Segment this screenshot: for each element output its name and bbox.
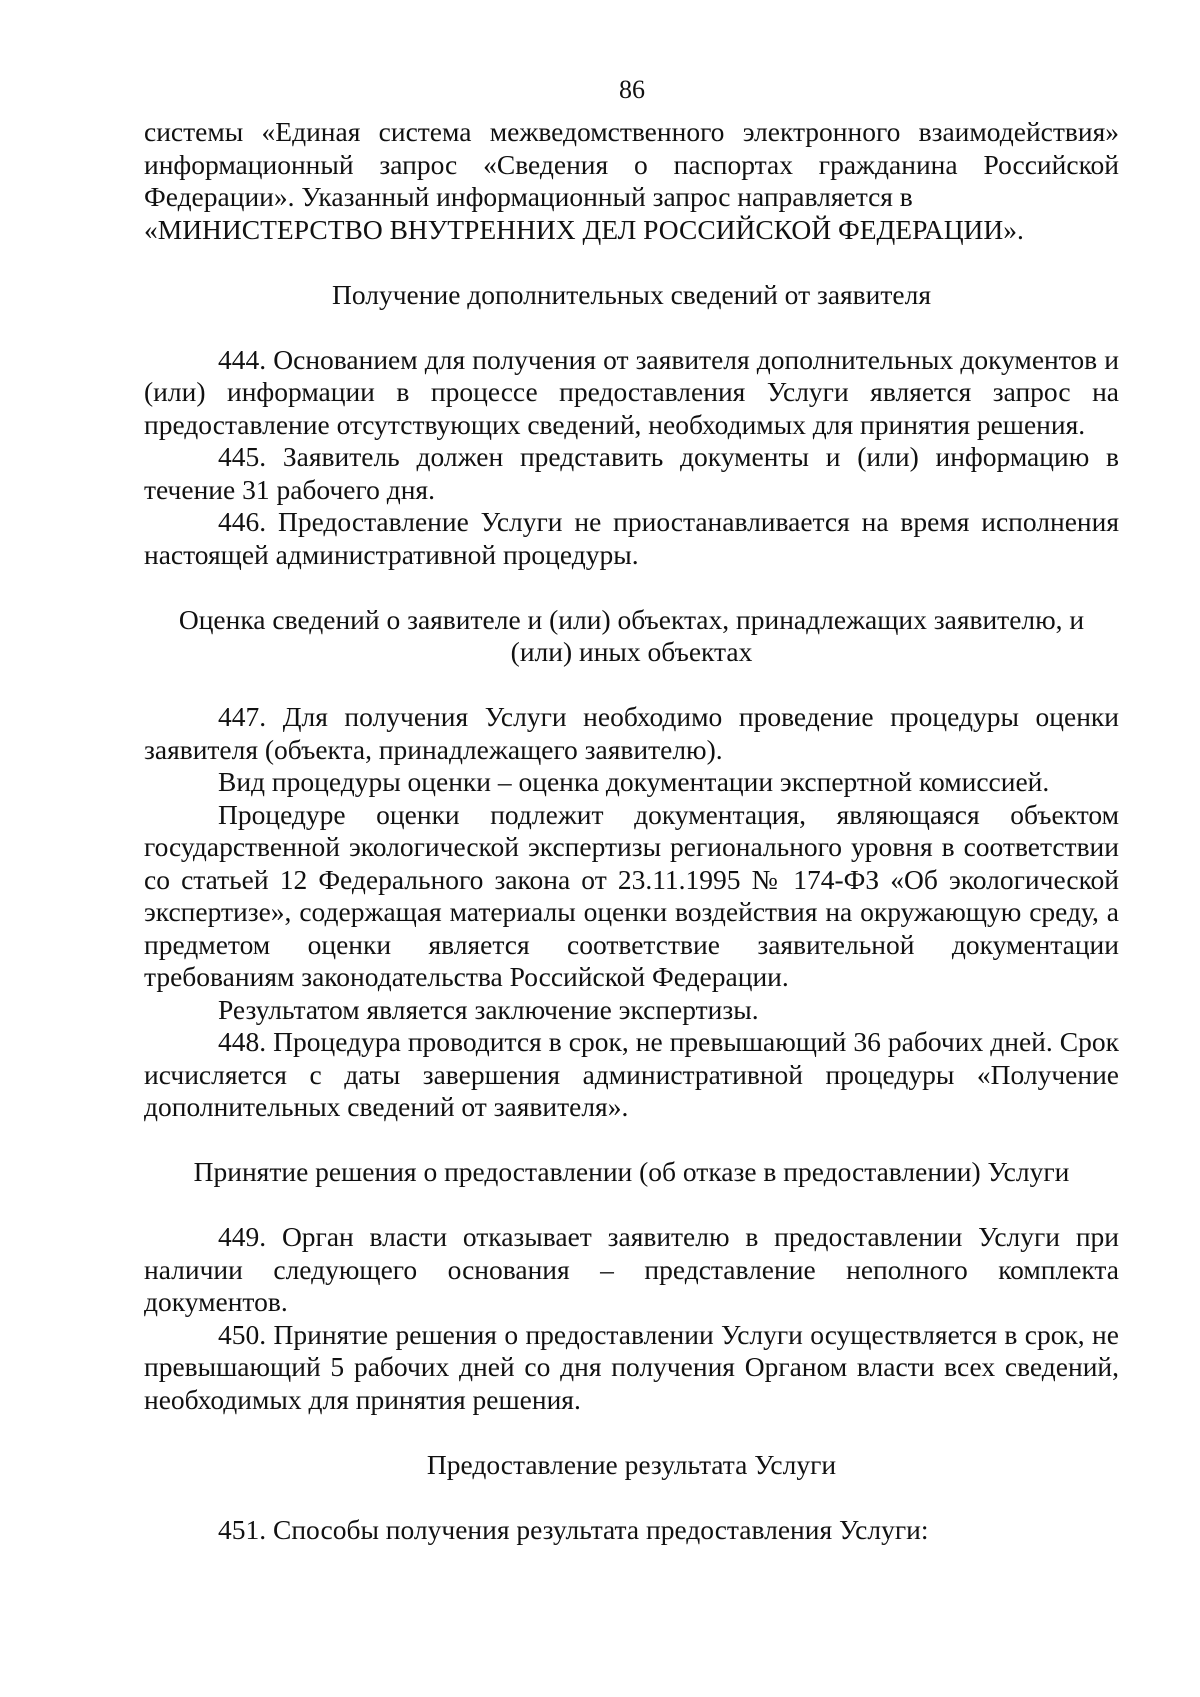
paragraph-446: 446. Предоставление Услуги не приостанавливается на время исполнения настоящей административной процедуры. [144, 506, 1119, 570]
spacer [144, 1416, 1119, 1449]
paragraph-449: 449. Орган власти отказывает заявителю в предоставлении Услуги при наличии следующего основания – представление неполного комплекта документов. [144, 1221, 1119, 1317]
paragraph-444: 444. Основанием для получения от заявителя дополнительных документов и (или) информации в процессе предоставления Услуги является запрос на предоставление отсутствующих сведений, необходимых для принятия решения. [144, 343, 1119, 440]
paragraph-445: 445. Заявитель должен представить документы и (или) информацию в течение 31 рабочего дня. [144, 441, 1119, 505]
spacer [144, 1189, 1119, 1222]
intro-paragraph: системы «Единая система межведомственного электронного взаимодействия» информационный запрос «Сведения о паспортах гражданина Российской Федерации». Указанный информационный запрос направляется в [144, 116, 1119, 212]
spacer [144, 246, 1119, 279]
section-heading-decision: Принятие решения о предоставлении (об отказе в предоставлении) Услуги [193, 1156, 1070, 1187]
section-heading-result: Предоставление результата Услуги [426, 1448, 837, 1480]
spacer [144, 571, 1119, 604]
section-heading-assessment-line1: Оценка сведений о заявителе и (или) объектах, принадлежащих заявителю, и [178, 603, 1085, 635]
paragraph-447: 447. Для получения Услуги необходимо проведение процедуры оценки заявителя (объекта, принадлежащего заявителю). [144, 701, 1119, 765]
paragraph-447-subject: Процедуре оценки подлежит документация, являющаяся объектом государственной экологической экспертизы регионального уровня в соответствии со статьей 12 Федерального закона от 23.11.1995 № 174-ФЗ «Об экологической экспертизе», содержащая материалы оценки воздействия на окружающую среду, а предметом оценки является соответствие заявительной документации требованиям законодательства Российской Федерации. [144, 798, 1119, 992]
intro-ministry-line: «МИНИСТЕРСТВО ВНУТРЕННИХ ДЕЛ РОССИЙСКОЙ ФЕДЕРАЦИИ». [144, 213, 1024, 245]
section-heading-assessment-line2: (или) иных объектах [510, 636, 753, 667]
paragraph-450: 450. Принятие решения о предоставлении Услуги осуществляется в срок, не превышающий 5 рабочих дней со дня получения Органом власти всех сведений, необходимых для принятия решения. [144, 1318, 1119, 1415]
page-content [144, 116, 1119, 1546]
section-heading-additional-info: Получение дополнительных сведений от заявителя [332, 278, 931, 310]
spacer [144, 1124, 1119, 1157]
spacer [144, 1481, 1119, 1514]
paragraph-447-kind: Вид процедуры оценки – оценка документации экспертной комиссией. [218, 766, 1050, 797]
page-number: 86 [619, 75, 645, 104]
paragraph-447-result: Результатом является заключение экспертизы. [218, 993, 759, 1025]
spacer [144, 669, 1119, 702]
paragraph-451: 451. Способы получения результата предоставления Услуги: [218, 1513, 929, 1545]
paragraph-448: 448. Процедура проводится в срок, не превышающий 36 рабочих дней. Срок исчисляется с даты завершения административной процедуры «Получение дополнительных сведений от заявителя». [144, 1026, 1119, 1122]
spacer [144, 311, 1119, 344]
